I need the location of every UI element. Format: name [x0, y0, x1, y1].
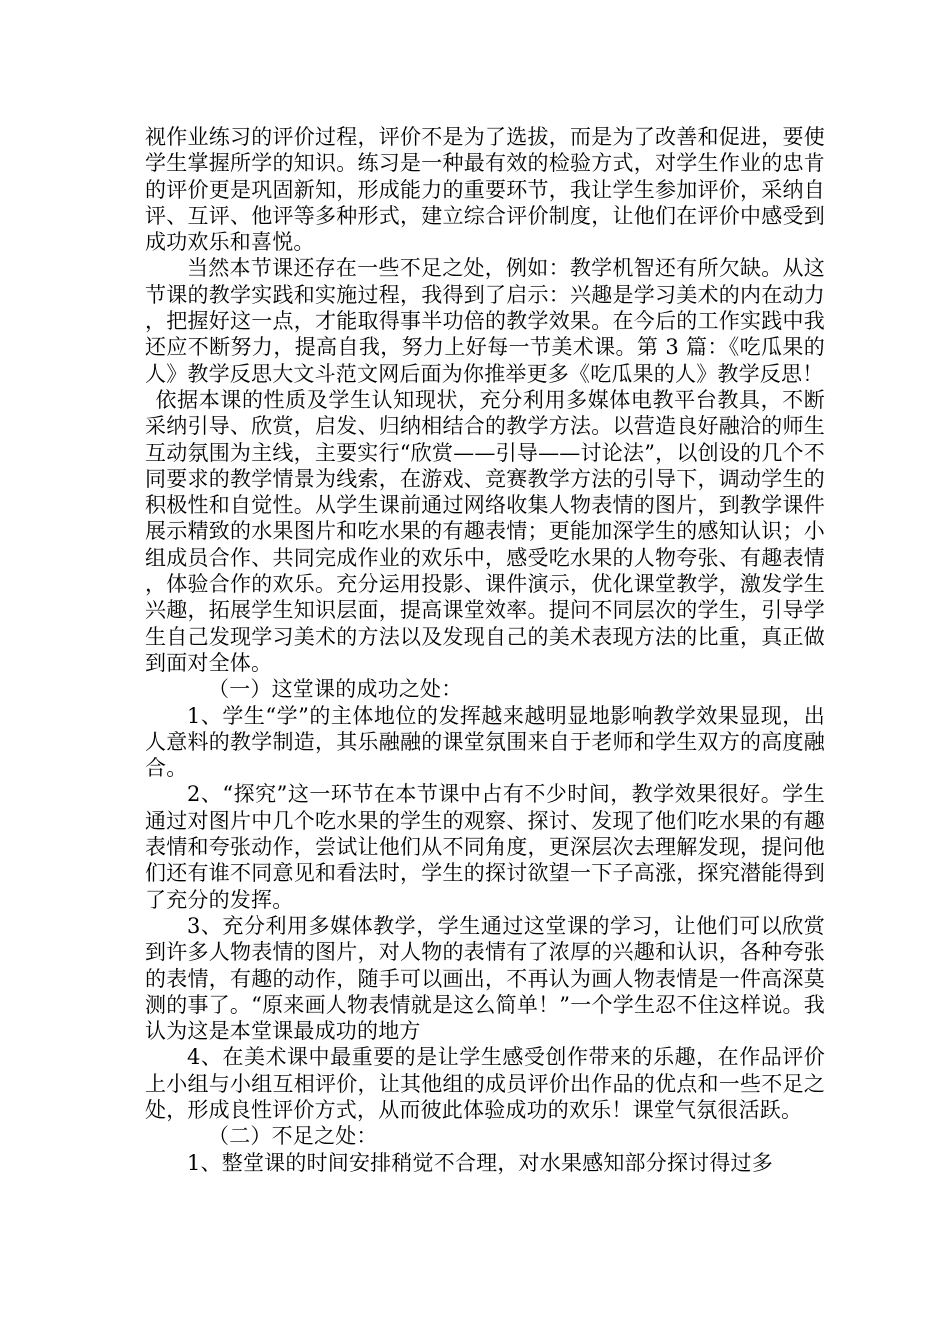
section-heading-shortcomings: （二）不足之处： [208, 1124, 378, 1149]
paragraph-evaluation-continued: 视作业练习的评价过程，评价不是为了选拔，而是为了改善和促进，要使学生掌握所学的知识。练习是一种最有效的检验方式，对学生作业的忠肯的评价更是巩固新知，形成能力的重要环节，我让学生参加评价，采纳自评、互评、他评等多种形式，建立综合评价制度，让他们在评价中感受到成功欢乐和喜悦。 [145, 125, 825, 255]
paragraph-method-overview: 依据本课的性质及学生认知现状，充分利用多媒体电教平台教具，不断采纳引导、欣赏，启发、归纳相结合的教学方法。以营造良好融洽的师生互动氛围为主线，主要实行“欣赏——引导——讨论法”，以创设的几个不同要求的教学情景为线索，在游戏、竞赛教学方法的引导下，调动学生的积极性和自觉性。从学生课前通过网络收集人物表情的图片，到教学课件展示精致的水果图片和吃水果的有趣表情；更能加深学生的感知认识；小组成员合作、共同完成作业的欢乐中，感受吃水果的人物夸张、有趣表情，体验合作的欢乐。充分运用投影、课件演示，优化课堂教学，激发学生兴趣，拓展学生知识层面，提高课堂效率。提问不同层次的学生，引导学生自己发现学习美术的方法以及发现自己的美术表现方法的比重，真正做到面对全体。 [145, 387, 825, 675]
paragraph-shortcomings-intro: 当然本节课还存在一些不足之处，例如：教学机智还有所欠缺。从这节课的教学实践和实施过程，我得到了启示：兴趣是学习美术的内在动力，把握好这一点，才能取得事半功倍的教学效果。在今后的工作实践中我还应不断努力，提高自我，努力上好每一节美术课。第 3 篇：《吃瓜果的人》教学反思大文斗范文网后面为你推举更多《吃瓜果的人》教学反思！ [145, 256, 825, 386]
document-page [145, 124, 825, 1176]
list-item-success-3: 3、充分利用多媒体教学，学生通过这堂课的学习，让他们可以欣赏到许多人物表情的图片，对人物的表情有了浓厚的兴趣和认识，各种夸张的表情，有趣的动作，随手可以画出，不再认为画人物表情是一件高深莫测的事了。“原来画人物表情就是这么简单！”一个学生忍不住这样说。我认为这是本堂课最成功的地方 [145, 913, 825, 1044]
list-item-success-1: 1、学生“学”的主体地位的发挥越来越明显地影响教学效果显现，出人意料的教学制造，其乐融融的课堂氛围来自于老师和学生双方的高度融合。 [145, 703, 825, 781]
section-heading-success: （一）这堂课的成功之处： [208, 677, 463, 702]
list-item-success-2: 2、“探究”这一环节在本节课中占有不少时间，教学效果很好。学生通过对图片中几个吃水果的学生的观察、探讨、发现了他们吃水果的有趣表情和夸张动作，尝试让他们从不同角度，更深层次去理解发现，提问他们还有谁不同意见和看法时，学生的探讨欲望一下子高涨，探究潜能得到了充分的发挥。 [145, 782, 825, 912]
list-item-shortcoming-1: 1、整堂课的时间安排稍觉不合理，对水果感知部分探讨得过多 [187, 1150, 773, 1175]
list-item-success-4: 4、在美术课中最重要的是让学生感受创作带来的乐趣，在作品评价上小组与小组互相评价，让其他组的成员评价出作品的优点和一些不足之处，形成良性评价方式，从而彼此体验成功的欢乐！课堂气氛很活跃。 [145, 1045, 825, 1122]
